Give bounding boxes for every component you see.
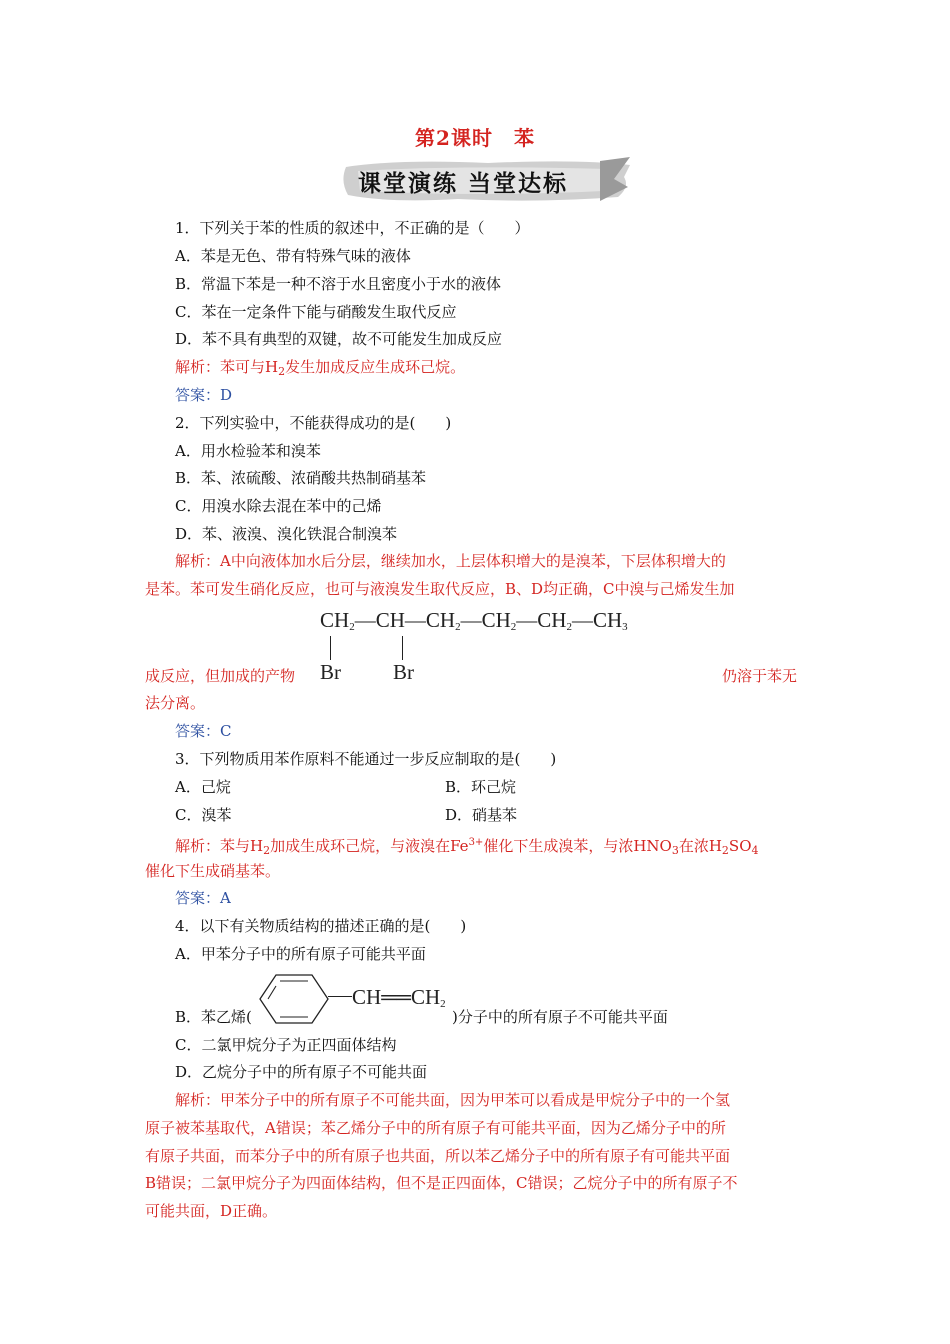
benzene-ring-icon — [258, 972, 330, 1026]
q2-answer: 答案：C — [175, 722, 232, 740]
q4-option-d: D．乙烷分子中的所有原子不可能共面 — [175, 1063, 428, 1081]
q2-explanation-line-4: 法分离。 — [145, 694, 206, 712]
q1-stem: 1．下列关于苯的性质的叙述中，不正确的是（ ） — [175, 219, 530, 237]
q4-option-a: A．甲苯分子中的所有原子可能共平面 — [175, 945, 426, 963]
bromine-1: Br — [320, 660, 341, 684]
q4-explanation-line-2: 原子被苯基取代，A错误；苯乙烯分子中的所有原子有可能共平面，因为乙烯分子中的所 — [145, 1119, 726, 1137]
q2-option-a: A．用水检验苯和溴苯 — [175, 442, 321, 460]
q2-explanation-line-2: 是苯。苯可发生硝化反应，也可与液溴发生取代反应，B、D均正确，C中溴与己烯发生加 — [145, 580, 735, 598]
q4-option-c: C．二氯甲烷分子为正四面体结构 — [175, 1036, 397, 1054]
q3-explanation-line-2: 催化下生成硝基苯。 — [145, 862, 281, 880]
q3-explanation-line-1: 解析：苯与$H_2$加成生成环己烷，与液溴在$Fe^{3+}$催化下生成溴苯，与浓$HNO_3$在浓$H_2SO_4$ — [175, 837, 759, 857]
bromine-2: Br — [393, 660, 414, 684]
bond-line-2 — [402, 636, 403, 660]
q1-option-d: D．苯不具有典型的双键，故不可能发生加成反应 — [175, 330, 503, 348]
q4-explanation-line-5: 可能共面，D正确。 — [145, 1202, 278, 1220]
q1-option-a: A．苯是无色、带有特殊气味的液体 — [175, 247, 411, 265]
q2-explanation-line-3a: 成反应，但加成的产物 — [145, 667, 296, 685]
q4-explanation-line-1: 解析：甲苯分子中的所有原子不可能共面，因为甲苯可以看成是甲烷分子中的一个氢 — [175, 1091, 731, 1109]
q2-option-d: D．苯、液溴、溴化铁混合制溴苯 — [175, 525, 398, 543]
ring-substituent-bond — [328, 996, 352, 997]
q3-option-b: B．环己烷 — [445, 778, 517, 796]
q1-option-b: B．常温下苯是一种不溶于水且密度小于水的液体 — [175, 275, 502, 293]
q4-option-b-suffix: )分子中的所有原子不可能共平面 — [452, 1008, 668, 1026]
q4-option-b-prefix: B．苯乙烯( — [175, 1008, 252, 1026]
q2-option-c: C．用溴水除去混在苯中的己烯 — [175, 497, 382, 515]
q1-explanation: 解析：苯可与$H_2$发生加成反应生成环己烷。 — [175, 358, 466, 378]
vinyl-group: $CH══CH_2$ — [352, 985, 446, 1010]
q1-answer: 答案：D — [175, 386, 233, 404]
q3-stem: 3．下列物质用苯作原料不能通过一步反应制取的是( ) — [175, 750, 557, 768]
q2-stem: 2．下列实验中，不能获得成功的是( ) — [175, 414, 452, 432]
q4-stem: 4．以下有关物质结构的描述正确的是( ) — [175, 917, 467, 935]
section-banner: 课堂演练 当堂达标 — [358, 171, 569, 197]
q1-option-c: C．苯在一定条件下能与硝酸发生取代反应 — [175, 303, 457, 321]
q4-explanation-line-4: B错误；二氯甲烷分子为四面体结构，但不是正四面体，C错误；乙烷分子中的所有原子不 — [145, 1174, 738, 1192]
q2-explanation-line-3b: 仍溶于苯无 — [722, 667, 798, 685]
q3-option-d: D．硝基苯 — [445, 806, 518, 824]
molecule-main-chain: $CH_2—CH—CH_2—CH_2—CH_2—CH_3$ — [320, 608, 628, 633]
q3-option-c: C．溴苯 — [175, 806, 232, 824]
q3-option-a: A．己烷 — [175, 778, 231, 796]
q3-answer: 答案：A — [175, 889, 231, 907]
q4-explanation-line-3: 有原子共面，而苯分子中的所有原子也共面，所以苯乙烯分子中的所有原子有可能共平面 — [145, 1147, 731, 1165]
page-title: 第2课时 苯 — [415, 126, 535, 150]
bond-line-1 — [330, 636, 331, 660]
q2-option-b: B．苯、浓硫酸、浓硝酸共热制硝基苯 — [175, 469, 427, 487]
q2-explanation-line-1: 解析：A中向液体加水后分层，继续加水，上层体积增大的是溴苯，下层体积增大的 — [175, 552, 726, 570]
